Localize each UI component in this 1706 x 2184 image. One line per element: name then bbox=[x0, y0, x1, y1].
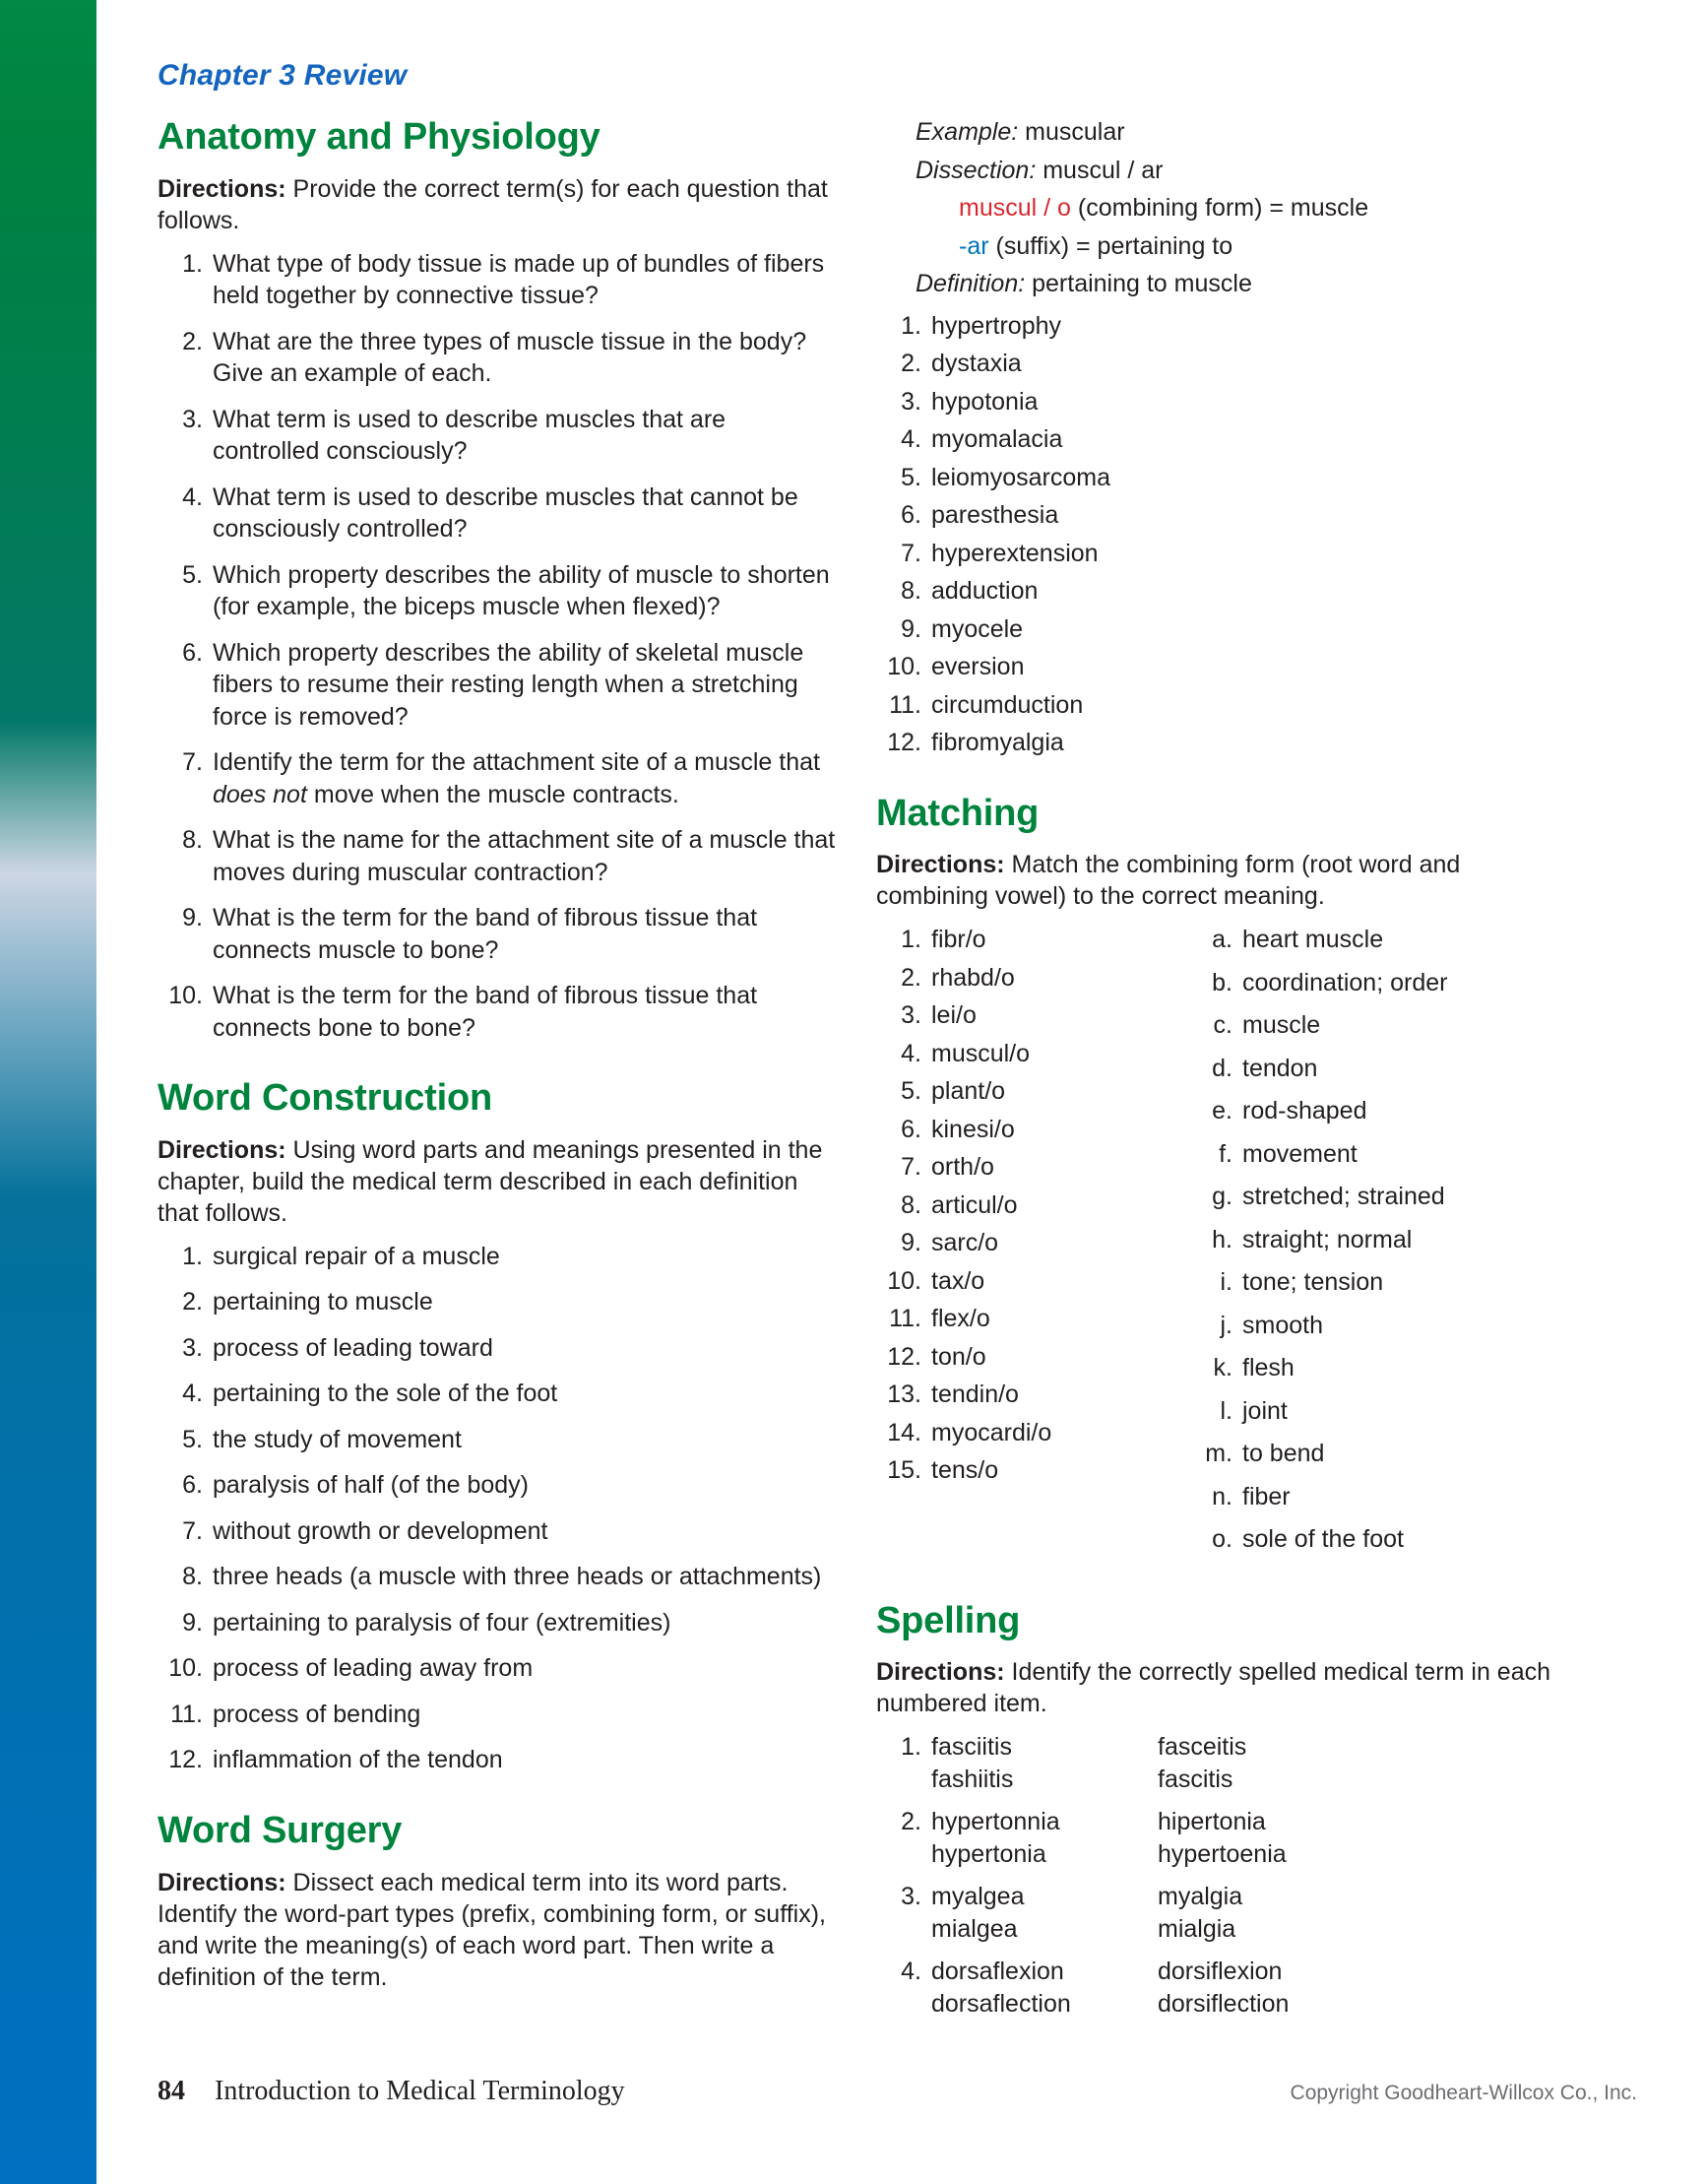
list-text: What is the name for the attachment site of a muscle that moves during muscular contraction? bbox=[213, 826, 836, 886]
combining-form-meaning: (combining form) = muscle bbox=[1070, 194, 1369, 222]
list-item bbox=[876, 962, 1201, 995]
spelling-option: hypertonnia bbox=[931, 1808, 1060, 1836]
list-text: heart muscle bbox=[1242, 926, 1384, 954]
spelling-option: mialgia bbox=[1158, 1914, 1236, 1943]
list-number: 14. bbox=[887, 1418, 921, 1446]
spelling-option: fashiitis bbox=[931, 1765, 1014, 1793]
list-letter: g. bbox=[1212, 1183, 1232, 1211]
list-text: myomalacia bbox=[931, 425, 1063, 453]
list-letter: j. bbox=[1220, 1311, 1232, 1339]
directions-text: Match the combining form (root word and combining vowel) to the correct meaning. bbox=[876, 851, 1461, 911]
matching-grid bbox=[876, 924, 1555, 1567]
list-text: to bend bbox=[1242, 1440, 1325, 1468]
book-title: Introduction to Medical Terminology bbox=[215, 2076, 625, 2106]
list-item bbox=[1201, 1224, 1555, 1256]
list-item bbox=[876, 1303, 1201, 1335]
directions-label: Directions: bbox=[876, 1658, 1005, 1687]
heading-anatomy-and-physiology: Anatomy and Physiology bbox=[158, 116, 600, 158]
list-text: fibr/o bbox=[931, 926, 986, 954]
list-number: 12. bbox=[887, 1342, 921, 1371]
directions-text: Identify the correctly spelled medical term in each numbered item. bbox=[876, 1658, 1551, 1718]
list-number: 2. bbox=[901, 1808, 921, 1836]
list-number: 10. bbox=[168, 982, 203, 1010]
list-text: inflammation of the tendon bbox=[213, 1746, 503, 1774]
list-text: smooth bbox=[1242, 1311, 1323, 1339]
list-number: 10. bbox=[168, 1654, 203, 1683]
list-item bbox=[876, 1454, 1201, 1487]
list-number: 4. bbox=[901, 1958, 921, 1986]
directions-label: Directions: bbox=[158, 1135, 286, 1164]
list-text: pertaining to muscle bbox=[213, 1288, 433, 1317]
directions-matching bbox=[876, 849, 1555, 912]
list-item bbox=[158, 326, 837, 390]
list-letter: a. bbox=[1212, 926, 1232, 954]
list-text: process of leading away from bbox=[213, 1654, 534, 1683]
spelling-option: hipertonia bbox=[1158, 1808, 1266, 1836]
spelling-option-row bbox=[931, 1764, 1555, 1796]
list-number: 1. bbox=[901, 1733, 921, 1762]
word-part-suffix-row bbox=[916, 230, 1555, 263]
page-content bbox=[158, 0, 1634, 2184]
list-text: Which property describes the ability of muscle to shorten (for example, the biceps muscle when flexed)? bbox=[213, 560, 830, 621]
list-number: 8. bbox=[182, 826, 203, 855]
spelling-option: myalgea bbox=[931, 1883, 1025, 1911]
list-text: myocardi/o bbox=[931, 1418, 1052, 1446]
list-text: hypertrophy bbox=[931, 311, 1062, 340]
word-part-combining-form-row bbox=[916, 192, 1555, 225]
spelling-option-row bbox=[931, 1956, 1555, 1988]
directions-text: Provide the correct term(s) for each question that follows. bbox=[158, 174, 828, 234]
list-item bbox=[158, 1424, 837, 1456]
left-column bbox=[158, 116, 837, 2030]
list-item bbox=[876, 462, 1555, 494]
list-item bbox=[158, 824, 837, 888]
list-number: 5. bbox=[182, 1425, 203, 1453]
matching-terms-column bbox=[876, 924, 1201, 1567]
list-number: 3. bbox=[901, 387, 921, 416]
list-item bbox=[876, 310, 1555, 343]
heading-word-construction: Word Construction bbox=[158, 1077, 492, 1120]
list-item bbox=[876, 1379, 1201, 1411]
list-text: muscul/o bbox=[931, 1039, 1031, 1067]
spelling-option: dorsiflexion bbox=[1158, 1958, 1283, 1986]
list-item bbox=[158, 1378, 837, 1410]
list-number: 6. bbox=[901, 501, 921, 529]
list-item bbox=[158, 1469, 837, 1502]
list-text: orth/o bbox=[931, 1153, 994, 1182]
definition-value: pertaining to muscle bbox=[1025, 270, 1252, 297]
directions-text: Using word parts and meanings presented in the chapter, build the medical term described in each definition that follows. bbox=[158, 1135, 823, 1227]
list-letter: k. bbox=[1213, 1354, 1232, 1382]
list-number: 5. bbox=[182, 560, 203, 589]
page-footer bbox=[158, 2076, 1637, 2107]
list-item bbox=[876, 538, 1555, 570]
list-text: tendin/o bbox=[931, 1381, 1019, 1409]
list-item bbox=[158, 1607, 837, 1639]
suffix-meaning: (suffix) = pertaining to bbox=[988, 231, 1233, 260]
list-letter: o. bbox=[1212, 1525, 1232, 1554]
list-item bbox=[1201, 1009, 1555, 1042]
dissection-value: muscul / ar bbox=[1036, 156, 1164, 184]
list-text-post: move when the muscle contracts. bbox=[306, 780, 679, 808]
list-text: What type of body tissue is made up of bundles of fibers held together by connective tissue? bbox=[213, 249, 825, 310]
list-letter: m. bbox=[1205, 1440, 1232, 1468]
list-item bbox=[158, 404, 837, 468]
list-number: 11. bbox=[889, 1305, 921, 1333]
list-number: 1. bbox=[182, 249, 203, 278]
directions-spelling bbox=[876, 1656, 1555, 1719]
directions-label: Directions: bbox=[876, 851, 1005, 879]
list-text: hyperextension bbox=[931, 539, 1099, 567]
spelling-option: hypertonia bbox=[931, 1839, 1046, 1868]
list-text: rhabd/o bbox=[931, 963, 1015, 992]
list-text: process of bending bbox=[213, 1700, 421, 1728]
list-text: straight; normal bbox=[1242, 1225, 1413, 1253]
list-text: fiber bbox=[1242, 1482, 1291, 1510]
list-number: 8. bbox=[901, 577, 921, 605]
list-item bbox=[1201, 924, 1555, 956]
list-item bbox=[158, 482, 837, 546]
list-item bbox=[1201, 1095, 1555, 1127]
spelling-option: myalgia bbox=[1158, 1883, 1243, 1911]
list-number: 9. bbox=[182, 1608, 203, 1637]
spelling-option: dorsaflection bbox=[931, 1989, 1071, 2018]
list-number: 2. bbox=[182, 327, 203, 355]
example-row bbox=[916, 116, 1555, 149]
list-item bbox=[876, 423, 1555, 456]
heading-matching: Matching bbox=[876, 792, 1040, 834]
list-item bbox=[876, 1189, 1201, 1222]
list-item bbox=[876, 1341, 1201, 1374]
list-item bbox=[158, 1286, 837, 1318]
spelling-option-row bbox=[931, 1838, 1555, 1871]
list-item bbox=[876, 1227, 1201, 1259]
list-item bbox=[158, 1699, 837, 1731]
list-number: 9. bbox=[901, 614, 921, 643]
list-item bbox=[158, 902, 837, 966]
list-number: 2. bbox=[901, 963, 921, 992]
list-number: 10. bbox=[887, 1266, 921, 1295]
list-item bbox=[1201, 1395, 1555, 1428]
list-text: pertaining to the sole of the foot bbox=[213, 1380, 558, 1408]
directions-label: Directions: bbox=[158, 1868, 286, 1896]
spelling-option: mialgea bbox=[931, 1914, 1018, 1943]
spelling-option-row bbox=[931, 1806, 1555, 1838]
list-item bbox=[1201, 1352, 1555, 1384]
list-number: 9. bbox=[901, 1229, 921, 1257]
word-surgery-example bbox=[876, 116, 1555, 300]
spelling-option: hypertoenia bbox=[1158, 1839, 1287, 1868]
list-text: tens/o bbox=[931, 1456, 999, 1485]
list-text: eversion bbox=[931, 653, 1025, 680]
list-text: leiomyosarcoma bbox=[931, 463, 1111, 491]
spelling-option: dorsaflexion bbox=[931, 1958, 1064, 1986]
list-item bbox=[876, 1417, 1201, 1449]
spelling-option-row bbox=[931, 1988, 1555, 2021]
list-item bbox=[158, 248, 837, 312]
list-item bbox=[1201, 1310, 1555, 1342]
spelling-option-row bbox=[931, 1881, 1555, 1913]
list-item bbox=[1201, 1181, 1555, 1213]
list-number: 6. bbox=[182, 638, 203, 667]
spelling-option: dorsiflection bbox=[1158, 1989, 1290, 2018]
list-text: tone; tension bbox=[1242, 1268, 1384, 1297]
list-item bbox=[876, 651, 1555, 683]
list-text: ton/o bbox=[931, 1342, 986, 1371]
list-letter: f. bbox=[1219, 1139, 1232, 1168]
list-letter: e. bbox=[1212, 1097, 1232, 1125]
directions-text: Dissect each medical term into its word parts. Identify the word-part types (prefix, combining form, or suffix), and write the meaning(s) of each word part. Then write a definition of the term. bbox=[158, 1868, 826, 1991]
list-number: 5. bbox=[901, 1077, 921, 1106]
list-number: 4. bbox=[901, 1039, 921, 1067]
list-text: coordination; order bbox=[1242, 968, 1448, 996]
list-item bbox=[876, 727, 1555, 759]
list-text: plant/o bbox=[931, 1077, 1006, 1106]
chapter-review-kicker: Chapter 3 Review bbox=[158, 59, 408, 92]
list-item bbox=[158, 746, 837, 810]
directions-anatomy bbox=[158, 173, 837, 236]
list-number: 15. bbox=[887, 1456, 921, 1485]
list-text: the study of movement bbox=[213, 1425, 462, 1453]
list-item bbox=[876, 1038, 1201, 1070]
list-number: 8. bbox=[901, 1190, 921, 1219]
matching-term-list bbox=[876, 924, 1201, 1487]
list-number: 3. bbox=[901, 1883, 921, 1911]
list-text: lei/o bbox=[931, 1001, 977, 1030]
example-label: Example: bbox=[916, 118, 1019, 146]
list-letter: d. bbox=[1212, 1054, 1232, 1082]
list-item bbox=[876, 1806, 1555, 1870]
dissection-row bbox=[916, 155, 1555, 187]
directions-label: Directions: bbox=[158, 174, 286, 203]
list-item bbox=[1201, 1438, 1555, 1470]
list-item bbox=[876, 1881, 1555, 1945]
list-item bbox=[158, 1332, 837, 1365]
list-text: What are the three types of muscle tissue in the body? Give an example of each. bbox=[213, 327, 807, 388]
list-item bbox=[158, 1652, 837, 1685]
list-letter: c. bbox=[1213, 1011, 1232, 1040]
list-item bbox=[876, 1731, 1555, 1795]
directions-word-construction bbox=[158, 1134, 837, 1229]
list-text: surgical repair of a muscle bbox=[213, 1242, 500, 1270]
spelling-option: fascitis bbox=[1158, 1765, 1233, 1793]
list-text: What term is used to describe muscles that are controlled consciously? bbox=[213, 405, 727, 466]
list-item bbox=[158, 1515, 837, 1548]
list-text: sole of the foot bbox=[1242, 1525, 1405, 1554]
list-item bbox=[876, 575, 1555, 608]
list-letter: b. bbox=[1212, 968, 1232, 996]
list-text: circumduction bbox=[931, 690, 1084, 719]
list-number: 12. bbox=[168, 1746, 203, 1774]
list-item bbox=[876, 1265, 1201, 1298]
list-text: sarc/o bbox=[931, 1229, 999, 1257]
spelling-option-row bbox=[931, 1913, 1555, 1946]
list-text: myocele bbox=[931, 614, 1024, 643]
list-item bbox=[1201, 1053, 1555, 1085]
list-letter: i. bbox=[1220, 1268, 1232, 1297]
list-letter: n. bbox=[1212, 1482, 1232, 1510]
example-value: muscular bbox=[1018, 118, 1125, 146]
list-number: 10. bbox=[887, 653, 921, 680]
suffix-root: -ar bbox=[959, 231, 989, 260]
list-item bbox=[158, 637, 837, 734]
list-number: 1. bbox=[901, 311, 921, 340]
spelling-list bbox=[876, 1731, 1555, 2020]
definition-row bbox=[916, 268, 1555, 300]
list-number: 4. bbox=[182, 1380, 203, 1408]
list-text: What is the term for the band of fibrous tissue that connects bone to bone? bbox=[213, 982, 758, 1042]
spelling-option: fasceitis bbox=[1158, 1733, 1247, 1762]
list-number: 6. bbox=[901, 1115, 921, 1143]
list-number: 3. bbox=[182, 405, 203, 433]
list-number: 12. bbox=[887, 729, 921, 756]
list-text: stretched; strained bbox=[1242, 1183, 1445, 1211]
list-number: 11. bbox=[889, 690, 921, 719]
list-text: Which property describes the ability of skeletal muscle fibers to resume their resting length when a stretching force is removed? bbox=[213, 638, 804, 731]
list-number: 9. bbox=[182, 904, 203, 932]
list-number: 1. bbox=[901, 926, 921, 954]
list-item bbox=[876, 613, 1555, 646]
heading-word-surgery: Word Surgery bbox=[158, 1809, 403, 1851]
list-text: three heads (a muscle with three heads or attachments) bbox=[213, 1563, 822, 1591]
list-text: pertaining to paralysis of four (extremities) bbox=[213, 1608, 671, 1637]
list-number: 11. bbox=[170, 1700, 203, 1728]
list-item bbox=[158, 1561, 837, 1593]
anatomy-question-list bbox=[158, 248, 837, 1045]
list-number: 2. bbox=[182, 1288, 203, 1317]
list-text: rod-shaped bbox=[1242, 1097, 1367, 1125]
list-text: movement bbox=[1242, 1139, 1358, 1168]
list-number: 3. bbox=[901, 1001, 921, 1030]
list-number: 6. bbox=[182, 1471, 203, 1500]
word-construction-list bbox=[158, 1241, 837, 1776]
list-text: flesh bbox=[1242, 1354, 1295, 1382]
list-text: What is the term for the band of fibrous tissue that connects muscle to bone? bbox=[213, 904, 758, 964]
list-item bbox=[876, 1075, 1201, 1108]
spelling-option-row bbox=[931, 1731, 1555, 1764]
page-number: 84 bbox=[158, 2076, 185, 2106]
list-item bbox=[1201, 1481, 1555, 1513]
list-item bbox=[876, 1956, 1555, 2020]
word-surgery-term-list bbox=[876, 310, 1555, 759]
list-text: joint bbox=[1242, 1396, 1288, 1425]
spelling-option: fasciitis bbox=[931, 1733, 1012, 1762]
list-text: fibromyalgia bbox=[931, 729, 1064, 756]
list-item bbox=[1201, 1138, 1555, 1171]
list-text-emphasis: does not bbox=[213, 780, 307, 808]
list-letter: l. bbox=[1220, 1396, 1232, 1425]
list-text: process of leading toward bbox=[213, 1333, 493, 1362]
folio bbox=[158, 2076, 625, 2107]
list-text: adduction bbox=[931, 577, 1039, 605]
list-text: paresthesia bbox=[931, 501, 1059, 529]
list-item bbox=[876, 1114, 1201, 1146]
page-edge-gradient-bar bbox=[0, 0, 96, 2184]
list-number: 1. bbox=[182, 1242, 203, 1270]
list-number: 7. bbox=[182, 1516, 203, 1545]
list-text: What term is used to describe muscles that cannot be consciously controlled? bbox=[213, 482, 798, 544]
list-item bbox=[158, 559, 837, 623]
list-item bbox=[876, 348, 1555, 380]
list-number: 13. bbox=[887, 1381, 921, 1409]
list-text: flex/o bbox=[931, 1305, 990, 1333]
list-item bbox=[876, 924, 1201, 956]
list-text: tendon bbox=[1242, 1054, 1318, 1082]
right-column bbox=[876, 116, 1555, 2030]
list-number: 7. bbox=[182, 748, 203, 777]
dissection-label: Dissection: bbox=[916, 156, 1037, 184]
list-number: 5. bbox=[901, 463, 921, 491]
matching-meanings-column bbox=[1201, 924, 1555, 1567]
directions-word-surgery bbox=[158, 1867, 837, 1993]
list-text: kinesi/o bbox=[931, 1115, 1015, 1143]
list-letter: h. bbox=[1212, 1225, 1232, 1253]
list-number: 4. bbox=[901, 425, 921, 453]
list-number: 4. bbox=[182, 482, 203, 511]
list-text: hypotonia bbox=[931, 387, 1039, 416]
list-number: 8. bbox=[182, 1563, 203, 1591]
heading-spelling: Spelling bbox=[876, 1599, 1021, 1641]
list-item bbox=[876, 999, 1201, 1032]
definition-label: Definition: bbox=[916, 270, 1026, 297]
combining-form-root: muscul / o bbox=[959, 194, 1071, 222]
list-text: tax/o bbox=[931, 1266, 985, 1295]
list-item bbox=[876, 386, 1555, 418]
list-text: articul/o bbox=[931, 1190, 1018, 1219]
list-text-pre: Identify the term for the attachment site of a muscle that bbox=[213, 748, 820, 777]
list-text: dystaxia bbox=[931, 350, 1022, 377]
list-item bbox=[876, 689, 1555, 722]
list-item bbox=[158, 1241, 837, 1273]
matching-meaning-list bbox=[1201, 924, 1555, 1556]
list-number: 7. bbox=[901, 539, 921, 567]
list-text: without growth or development bbox=[213, 1516, 548, 1545]
list-item bbox=[876, 1151, 1201, 1184]
list-item bbox=[1201, 1523, 1555, 1556]
list-number: 7. bbox=[901, 1153, 921, 1182]
list-item bbox=[158, 980, 837, 1044]
list-item bbox=[158, 1744, 837, 1776]
list-number: 2. bbox=[901, 350, 921, 377]
list-item bbox=[1201, 1266, 1555, 1299]
list-item bbox=[876, 499, 1555, 532]
copyright-notice: Copyright Goodheart-Willcox Co., Inc. bbox=[1290, 2082, 1637, 2104]
list-number: 3. bbox=[182, 1333, 203, 1362]
list-item bbox=[1201, 967, 1555, 999]
list-text: paralysis of half (of the body) bbox=[213, 1471, 529, 1500]
list-text: muscle bbox=[1242, 1011, 1321, 1040]
